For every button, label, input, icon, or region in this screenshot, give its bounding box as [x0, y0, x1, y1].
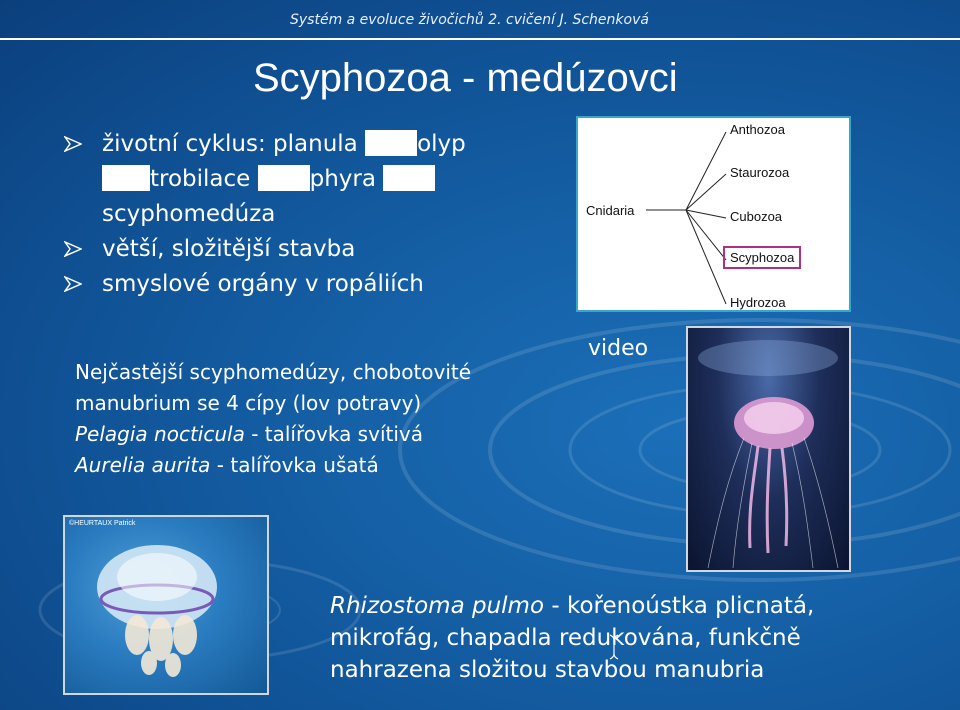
para-line-2: manubrium se 4 cípy (lov potravy)	[75, 391, 422, 415]
tree-node-cnidaria: Cnidaria	[586, 203, 635, 218]
tree-node-hydrozoa: Hydrozoa	[730, 295, 786, 310]
arrow-bullet-icon	[64, 276, 82, 292]
para-line-3	[75, 419, 555, 450]
photo-credit: ©HEURTAUX Patrick	[69, 520, 136, 527]
bullet-list	[64, 127, 544, 302]
caption-common-name: - kořenoústka plicnatá,	[544, 593, 815, 619]
redacted-mask	[383, 165, 435, 191]
redacted-mask	[258, 165, 310, 191]
text-cursor-icon	[608, 634, 620, 660]
rhizostoma-jellyfish-photo	[63, 515, 269, 695]
bullet-sense-organs	[64, 267, 544, 302]
species-name-rhizostoma: Rhizostoma pulmo	[330, 593, 545, 619]
bullet-structure	[64, 232, 544, 267]
slide-header	[0, 0, 960, 40]
para-line-4	[75, 450, 555, 481]
rhizostoma-caption	[330, 590, 930, 686]
tree-node-scyphozoa-highlighted: Scyphozoa	[723, 246, 801, 269]
bullet-life-cycle	[64, 127, 544, 232]
caption-line-3: nahrazena složitou stavbou manubria	[330, 657, 765, 683]
cnidaria-tree-diagram	[576, 116, 851, 312]
sense-organs-text: smyslové orgány v ropáliích	[102, 271, 424, 297]
tree-node-cubozoa: Cubozoa	[730, 209, 783, 224]
structure-text: větší, složitější stavba	[102, 236, 356, 262]
species-paragraph	[75, 357, 555, 481]
species-common-pelagia: - talířovka svítivá	[244, 422, 423, 446]
caption-line-2: mikrofág, chapadla redukována, funkčně	[330, 625, 801, 651]
life-cycle-text-1: životní cyklus: planula	[102, 131, 366, 157]
species-name-pelagia: Pelagia nocticula	[75, 422, 245, 446]
header-divider	[0, 38, 960, 40]
redacted-mask	[365, 130, 417, 156]
life-cycle-text-5: scyphomedúza	[102, 201, 276, 227]
slide-title: Scyphozoa - medúzovci	[253, 56, 678, 100]
life-cycle-text-2: olyp	[417, 131, 466, 157]
pelagia-jellyfish-photo	[686, 326, 851, 572]
life-cycle-text-4: phyra	[309, 166, 376, 192]
tree-node-anthozoa: Anthozoa	[730, 122, 785, 137]
species-common-aurelia: - talířovka ušatá	[210, 453, 379, 477]
caption-line-1	[330, 590, 930, 622]
rhizostoma-illustration	[65, 517, 269, 695]
arrow-bullet-icon	[64, 241, 82, 257]
header-text: Systém a evoluce živočichů 2. cvičení J. Schenková	[290, 12, 649, 28]
para-line-1: Nejčastější scyphomedúzy, chobotovité	[75, 360, 472, 384]
arrow-bullet-icon	[64, 136, 82, 152]
video-link[interactable]: video	[588, 336, 649, 361]
tree-node-staurozoa: Staurozoa	[730, 165, 790, 180]
redacted-mask	[102, 165, 150, 191]
species-name-aurelia: Aurelia aurita	[75, 453, 211, 477]
life-cycle-text-3: trobilace	[150, 166, 258, 192]
pelagia-illustration	[688, 328, 851, 572]
